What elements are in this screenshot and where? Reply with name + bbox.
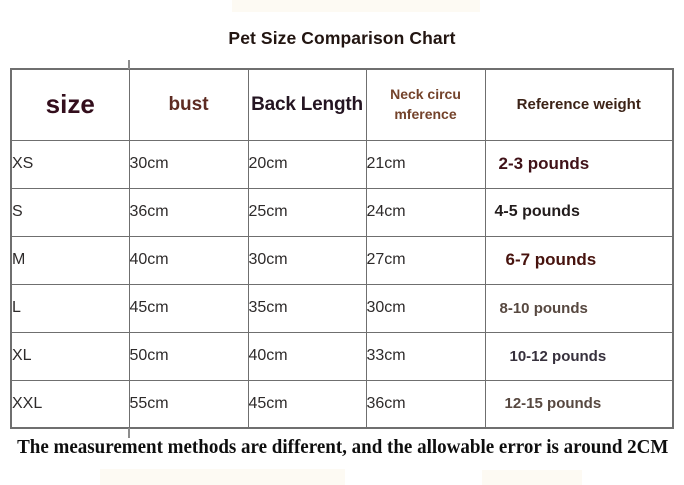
cropped-image-artifact-bottom-2 [482, 470, 582, 485]
cell-bust: 30cm [129, 140, 248, 188]
cell-neck: 33cm [366, 332, 485, 380]
cell-back-length: 40cm [248, 332, 366, 380]
cell-weight: 4-5 pounds [485, 188, 673, 236]
cell-neck: 21cm [366, 140, 485, 188]
cropped-image-artifact-bottom [100, 469, 345, 485]
cell-size: S [11, 188, 129, 236]
cell-back-length: 25cm [248, 188, 366, 236]
cell-size: L [11, 284, 129, 332]
cell-back-length: 20cm [248, 140, 366, 188]
column-header-size: size [11, 69, 129, 140]
column-header-bust: bust [129, 69, 248, 140]
table-row-xs [11, 140, 673, 188]
cell-bust: 50cm [129, 332, 248, 380]
size-comparison-table [10, 68, 674, 429]
cell-bust: 45cm [129, 284, 248, 332]
cell-bust: 36cm [129, 188, 248, 236]
cell-weight: 8-10 pounds [485, 284, 673, 332]
cell-neck: 30cm [366, 284, 485, 332]
table-row-xxl [11, 380, 673, 428]
cell-size: XL [11, 332, 129, 380]
divider-overshoot-top [128, 60, 130, 69]
cell-bust: 55cm [129, 380, 248, 428]
cell-weight: 6-7 pounds [485, 236, 673, 284]
column-header-reference-weight: Reference weight [485, 69, 673, 140]
table-row-m [11, 236, 673, 284]
cell-size: XXL [11, 380, 129, 428]
cell-size: M [11, 236, 129, 284]
cell-bust: 40cm [129, 236, 248, 284]
column-header-neck-circumference [366, 69, 485, 140]
cell-back-length: 35cm [248, 284, 366, 332]
cell-size: XS [11, 140, 129, 188]
cell-neck: 24cm [366, 188, 485, 236]
cell-back-length: 30cm [248, 236, 366, 284]
table-row-s [11, 188, 673, 236]
cell-weight: 10-12 pounds [485, 332, 673, 380]
cell-back-length: 45cm [248, 380, 366, 428]
cell-weight: 12-15 pounds [485, 380, 673, 428]
page-title: Pet Size Comparison Chart [228, 28, 456, 48]
table-row-l [11, 284, 673, 332]
header-row [11, 69, 673, 140]
cropped-image-artifact-top [232, 0, 480, 12]
measurement-footnote: The measurement methods are different, and the allowable error is around 2CM [17, 436, 669, 458]
cell-neck: 27cm [366, 236, 485, 284]
cell-neck: 36cm [366, 380, 485, 428]
column-header-back-length: Back Length [248, 69, 366, 140]
cell-weight: 2-3 pounds [485, 140, 673, 188]
neck-header-label: Neck circu mference [390, 86, 461, 122]
table-row-xl [11, 332, 673, 380]
